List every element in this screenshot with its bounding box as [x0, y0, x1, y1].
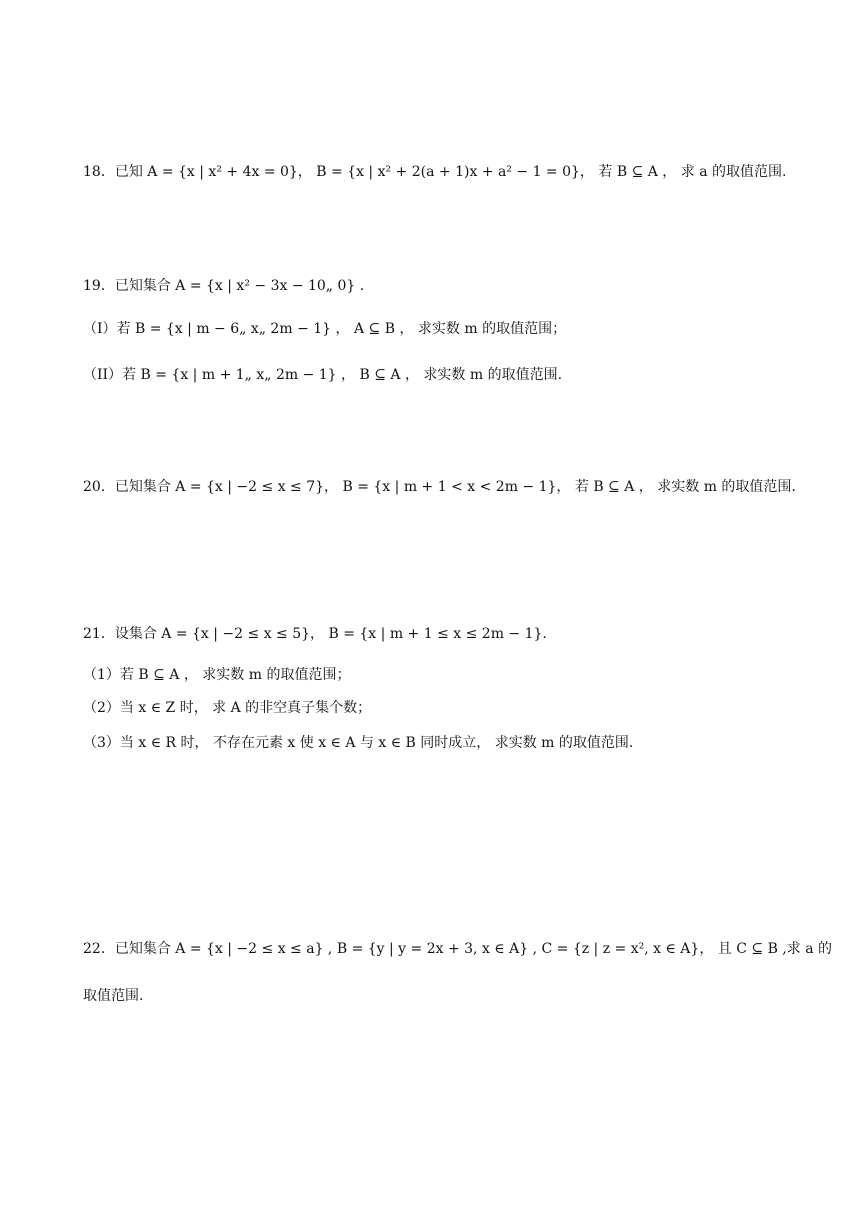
- problem-18: 18．已知 A = {x | x² + 4x = 0}， B = {x | x² + 2(a + 1)x + a² − 1 = 0}， 若 B ⊆ A ， 求 a 的取值范围.: [83, 164, 787, 180]
- problem-21-part-2: （2）当 x ∈ Z 时， 求 A 的非空真子集个数；: [83, 700, 372, 716]
- problem-21-stem: 21．设集合 A = {x | −2 ≤ x ≤ 5}， B = {x | m + 1 ≤ x ≤ 2m − 1}.: [83, 626, 547, 642]
- problem-19-part-1: （I）若 B = {x | m − 6„ x„ 2m − 1} ， A ⊆ B ， 求实数 m 的取值范围；: [83, 321, 567, 337]
- problem-20: 20．已知集合 A = {x | −2 ≤ x ≤ 7}， B = {x | m + 1 < x < 2m − 1}， 若 B ⊆ A ， 求实数 m 的取值范围.: [83, 479, 796, 495]
- problem-21-part-3: （3）当 x ∈ R 时， 不存在元素 x 使 x ∈ A 与 x ∈ B 同时成立， 求实数 m 的取值范围.: [83, 735, 634, 751]
- problem-19-stem: 19．已知集合 A = {x | x² − 3x − 10„ 0} .: [83, 278, 365, 294]
- problem-21-part-1: （1）若 B ⊆ A ， 求实数 m 的取值范围；: [83, 667, 351, 683]
- problem-19-part-2: （II）若 B = {x | m + 1„ x„ 2m − 1} ， B ⊆ A ， 求实数 m 的取值范围.: [83, 367, 563, 383]
- problem-22-line-1: 22．已知集合 A = {x | −2 ≤ x ≤ a} , B = {y | y = 2x + 3, x ∈ A} , C = {z | z = x², x ∈ A}， 且 C ⊆ B ,求 a 的: [83, 941, 832, 957]
- problem-22-line-2: 取值范围.: [83, 988, 144, 1004]
